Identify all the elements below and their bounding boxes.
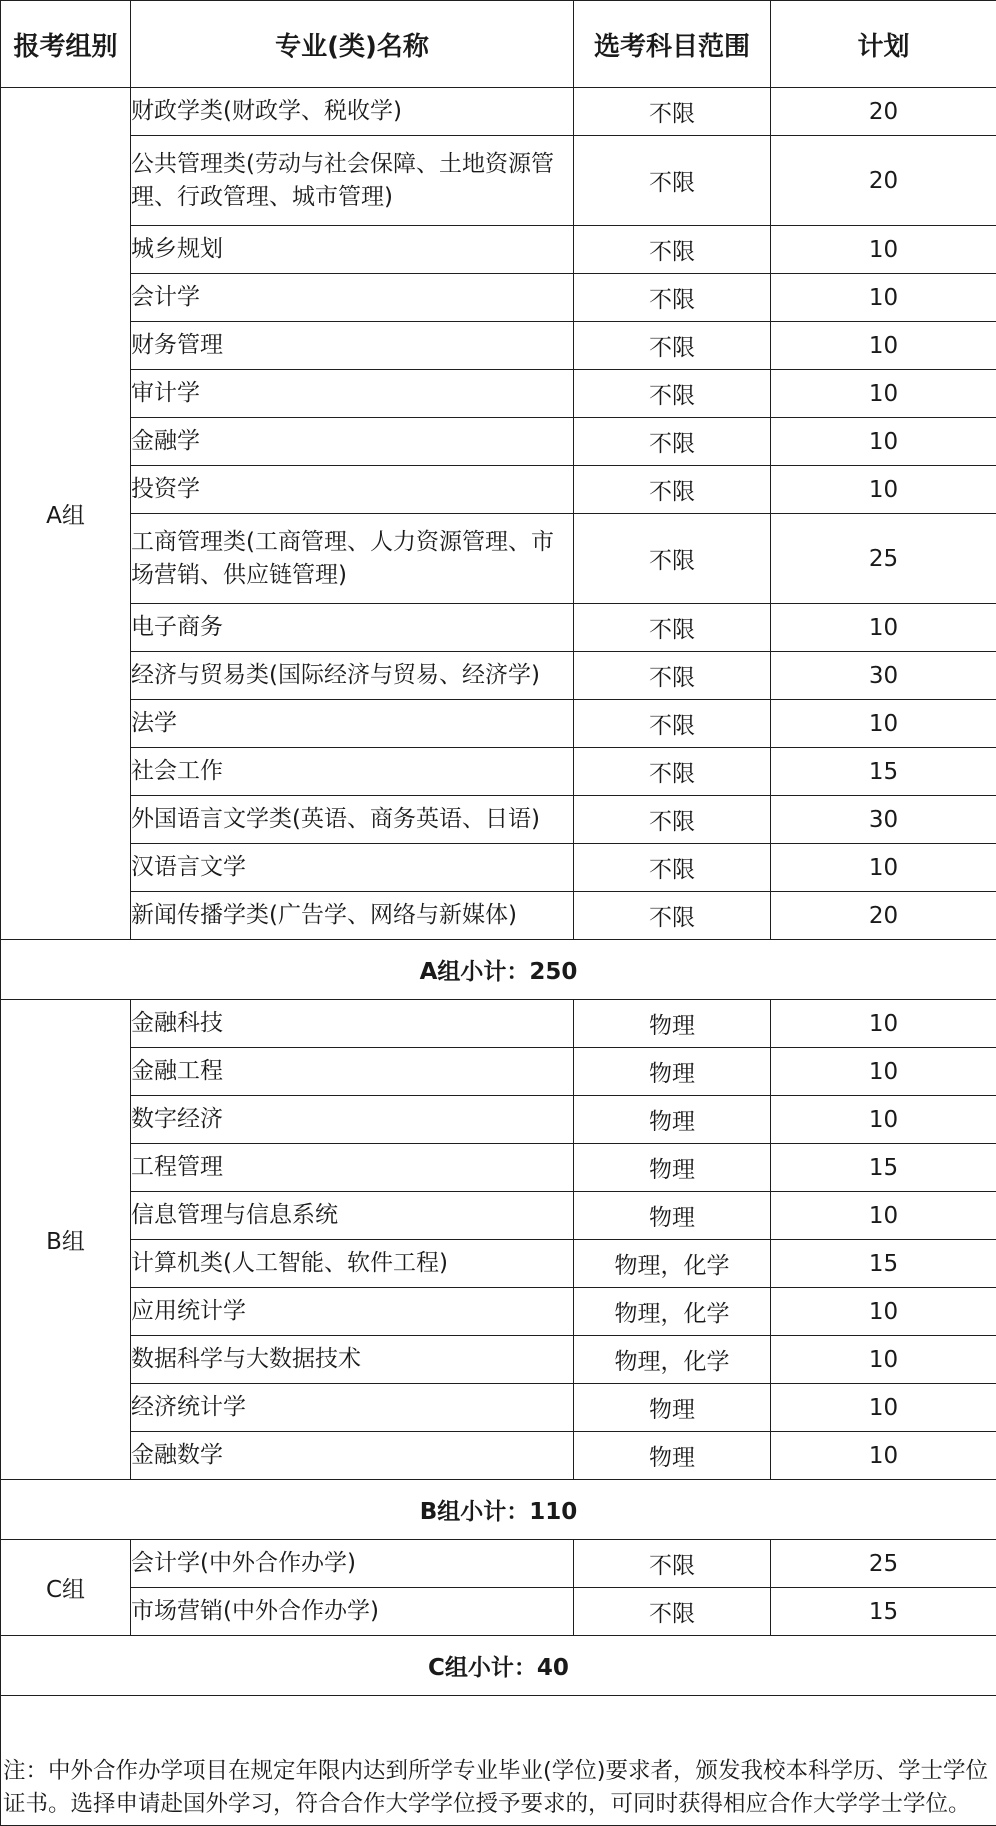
- major-name: 金融数学: [131, 1432, 574, 1480]
- subject-range: 物理: [574, 1384, 771, 1432]
- group-label: B组: [1, 1000, 131, 1480]
- plan-count: 10: [771, 844, 996, 892]
- table-row: [1, 1540, 996, 1588]
- plan-count: 30: [771, 652, 996, 700]
- plan-count: 10: [771, 1336, 996, 1384]
- plan-count: 25: [771, 1540, 996, 1588]
- major-name: 市场营销(中外合作办学): [131, 1588, 574, 1636]
- subject-range: 不限: [574, 700, 771, 748]
- plan-count: 15: [771, 1144, 996, 1192]
- plan-count: 10: [771, 1288, 996, 1336]
- subject-range: 不限: [574, 748, 771, 796]
- major-name: 数字经济: [131, 1096, 574, 1144]
- major-name: 经济统计学: [131, 1384, 574, 1432]
- plan-count: 10: [771, 274, 996, 322]
- subject-range: 不限: [574, 514, 771, 604]
- table-row: [1, 370, 996, 418]
- major-name: 会计学: [131, 274, 574, 322]
- major-name: 数据科学与大数据技术: [131, 1336, 574, 1384]
- footnote: 注：中外合作办学项目在规定年限内达到所学专业毕业(学位)要求者，颁发我校本科学历、学士学位证书。选择申请赴国外学习，符合合作大学学位授予要求的，可同时获得相应合作大学学士学位。: [1, 1696, 996, 1826]
- subject-range: 物理，化学: [574, 1336, 771, 1384]
- subject-range: 物理，化学: [574, 1240, 771, 1288]
- major-name: 会计学(中外合作办学): [131, 1540, 574, 1588]
- table-row: [1, 1000, 996, 1048]
- table-row: [1, 514, 996, 604]
- table-row: [1, 466, 996, 514]
- subject-range: 不限: [574, 1540, 771, 1588]
- subject-range: 不限: [574, 844, 771, 892]
- subject-range: 不限: [574, 418, 771, 466]
- major-name: 工程管理: [131, 1144, 574, 1192]
- table-row: [1, 1432, 996, 1480]
- group-label: C组: [1, 1540, 131, 1636]
- plan-count: 15: [771, 1240, 996, 1288]
- major-name: 公共管理类(劳动与社会保障、土地资源管理、行政管理、城市管理): [131, 136, 574, 226]
- group-subtotal: C组小计：40: [1, 1636, 996, 1696]
- major-name: 经济与贸易类(国际经济与贸易、经济学): [131, 652, 574, 700]
- major-name: 应用统计学: [131, 1288, 574, 1336]
- major-name: 汉语言文学: [131, 844, 574, 892]
- header-major: 专业(类)名称: [131, 1, 574, 88]
- plan-count: 10: [771, 418, 996, 466]
- plan-count: 10: [771, 1048, 996, 1096]
- note-row: [1, 1696, 996, 1826]
- table-row: [1, 274, 996, 322]
- subject-range: 不限: [574, 652, 771, 700]
- group-subtotal: A组小计：250: [1, 940, 996, 1000]
- plan-count: 10: [771, 322, 996, 370]
- table-row: [1, 652, 996, 700]
- plan-count: 10: [771, 700, 996, 748]
- table-row: [1, 1588, 996, 1636]
- plan-count: 25: [771, 514, 996, 604]
- subject-range: 物理: [574, 1432, 771, 1480]
- subject-range: 物理: [574, 1048, 771, 1096]
- major-name: 金融工程: [131, 1048, 574, 1096]
- major-name: 计算机类(人工智能、软件工程): [131, 1240, 574, 1288]
- table-row: [1, 796, 996, 844]
- subject-range: 不限: [574, 88, 771, 136]
- plan-count: 10: [771, 466, 996, 514]
- subject-range: 不限: [574, 136, 771, 226]
- table-body: [1, 88, 996, 1696]
- subject-range: 物理: [574, 1192, 771, 1240]
- plan-count: 10: [771, 1096, 996, 1144]
- header-row: [1, 1, 996, 88]
- major-name: 电子商务: [131, 604, 574, 652]
- plan-count: 10: [771, 1432, 996, 1480]
- major-name: 审计学: [131, 370, 574, 418]
- subject-range: 不限: [574, 604, 771, 652]
- subtotal-row: [1, 940, 996, 1000]
- header-group: 报考组别: [1, 1, 131, 88]
- subject-range: 物理: [574, 1144, 771, 1192]
- major-name: 法学: [131, 700, 574, 748]
- major-name: 社会工作: [131, 748, 574, 796]
- major-name: 城乡规划: [131, 226, 574, 274]
- group-subtotal: B组小计：110: [1, 1480, 996, 1540]
- subject-range: 不限: [574, 892, 771, 940]
- subtotal-row: [1, 1480, 996, 1540]
- table-row: [1, 418, 996, 466]
- table-row: [1, 604, 996, 652]
- subject-range: 物理: [574, 1000, 771, 1048]
- table-row: [1, 1096, 996, 1144]
- plan-count: 10: [771, 604, 996, 652]
- major-name: 信息管理与信息系统: [131, 1192, 574, 1240]
- table-row: [1, 1384, 996, 1432]
- subject-range: 不限: [574, 796, 771, 844]
- plan-count: 30: [771, 796, 996, 844]
- subject-range: 物理，化学: [574, 1288, 771, 1336]
- subject-range: 物理: [574, 1096, 771, 1144]
- table-row: [1, 1048, 996, 1096]
- subject-range: 不限: [574, 274, 771, 322]
- major-name: 财务管理: [131, 322, 574, 370]
- plan-count: 15: [771, 1588, 996, 1636]
- plan-count: 10: [771, 226, 996, 274]
- table-row: [1, 1240, 996, 1288]
- major-name: 财政学类(财政学、税收学): [131, 88, 574, 136]
- plan-count: 20: [771, 136, 996, 226]
- header-subjects: 选考科目范围: [574, 1, 771, 88]
- plan-count: 15: [771, 748, 996, 796]
- table-row: [1, 1192, 996, 1240]
- major-name: 新闻传播学类(广告学、网络与新媒体): [131, 892, 574, 940]
- table-row: [1, 700, 996, 748]
- table-row: [1, 892, 996, 940]
- table-row: [1, 136, 996, 226]
- header-plan: 计划: [771, 1, 996, 88]
- major-name: 外国语言文学类(英语、商务英语、日语): [131, 796, 574, 844]
- table-row: [1, 1288, 996, 1336]
- plan-count: 10: [771, 1384, 996, 1432]
- subject-range: 不限: [574, 226, 771, 274]
- table-row: [1, 844, 996, 892]
- plan-count: 10: [771, 1000, 996, 1048]
- group-label: A组: [1, 88, 131, 940]
- table-row: [1, 748, 996, 796]
- table-row: [1, 226, 996, 274]
- plan-count: 20: [771, 88, 996, 136]
- major-name: 金融科技: [131, 1000, 574, 1048]
- subject-range: 不限: [574, 322, 771, 370]
- major-name: 投资学: [131, 466, 574, 514]
- plan-count: 10: [771, 1192, 996, 1240]
- table-row: [1, 1144, 996, 1192]
- major-name: 金融学: [131, 418, 574, 466]
- table-row: [1, 1336, 996, 1384]
- subject-range: 不限: [574, 1588, 771, 1636]
- table-row: [1, 322, 996, 370]
- subject-range: 不限: [574, 466, 771, 514]
- table-row: [1, 88, 996, 136]
- subject-range: 不限: [574, 370, 771, 418]
- subtotal-row: [1, 1636, 996, 1696]
- plan-count: 10: [771, 370, 996, 418]
- major-name: 工商管理类(工商管理、人力资源管理、市场营销、供应链管理): [131, 514, 574, 604]
- plan-count: 20: [771, 892, 996, 940]
